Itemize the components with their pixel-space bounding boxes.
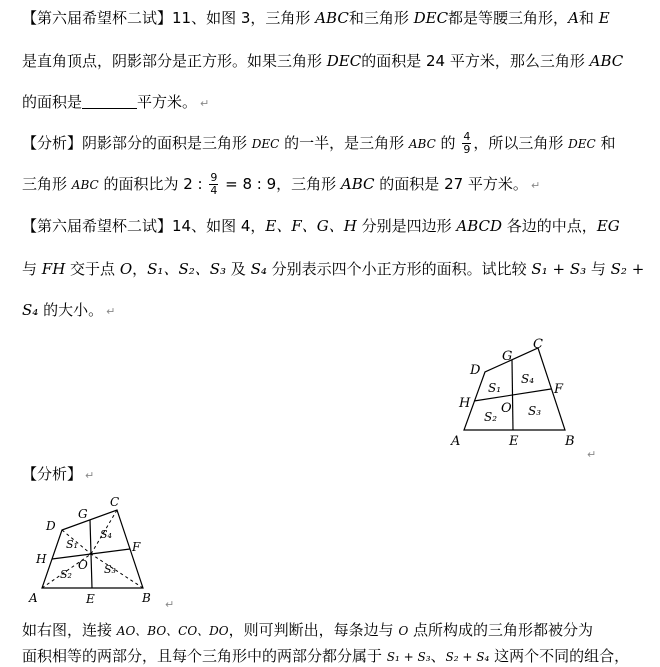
text: 的大小。 bbox=[38, 301, 104, 319]
label-D: D bbox=[470, 363, 481, 378]
math-segments: AO、BO、CO、DO bbox=[116, 624, 229, 638]
text: 是直角顶点，阴影部分是正方形。如果三角形 bbox=[22, 52, 327, 70]
text: 面积相等的两部分，且每个三角形中的两部分都分属于 bbox=[22, 647, 387, 665]
text: 如右图，连接 bbox=[22, 621, 117, 639]
label-B: B bbox=[142, 591, 151, 605]
label-H: H bbox=[459, 396, 471, 411]
math-s2-plus-s4: S₂ + S₄ bbox=[445, 650, 490, 664]
label-E: E bbox=[509, 434, 519, 449]
text: 都是等腰三角形， bbox=[448, 9, 569, 27]
text: 点所构成的三角形都被分为 bbox=[408, 621, 594, 639]
fraction-denominator: 9 bbox=[463, 143, 471, 156]
math-dec: DEC bbox=[251, 137, 280, 151]
segment-bo bbox=[91, 554, 143, 588]
text: 14、如图 4， bbox=[172, 217, 266, 235]
math-points: E、F、G、H bbox=[265, 217, 357, 235]
label-S3: S₃ bbox=[104, 563, 116, 576]
math-dec: DEC bbox=[326, 52, 362, 70]
label-A: A bbox=[29, 591, 38, 605]
problem1-line2 bbox=[22, 51, 623, 71]
text: 及 bbox=[226, 260, 251, 278]
label-S2: S₂ bbox=[484, 410, 498, 424]
figure-4-quadrilateral bbox=[448, 334, 598, 459]
math-eg: EG bbox=[596, 217, 620, 235]
math-dec: DEC bbox=[568, 137, 596, 151]
math-abc: ABC bbox=[340, 175, 375, 193]
problem2-line1 bbox=[22, 216, 620, 236]
math-s1-plus-s3: S₁ + S₃ bbox=[531, 260, 587, 278]
figure-analysis-quadrilateral bbox=[28, 494, 158, 606]
text: 的一半，是三角形 bbox=[279, 134, 409, 152]
return-mark: ↵ bbox=[85, 469, 95, 482]
text: ， bbox=[132, 260, 148, 278]
text: 与 bbox=[22, 260, 42, 278]
analysis2-heading bbox=[22, 464, 94, 486]
label-O: O bbox=[78, 558, 88, 572]
math-s1-plus-s3: S₁ + S₃ bbox=[386, 650, 431, 664]
label-S1: S₁ bbox=[488, 381, 502, 395]
label-S3: S₃ bbox=[528, 404, 542, 418]
text: 三角形 bbox=[22, 175, 72, 193]
text: 的面积是 24 平方米，那么三角形 bbox=[361, 52, 590, 70]
math-a: A bbox=[568, 9, 579, 27]
return-mark: ↵ bbox=[165, 598, 175, 611]
math-abc: ABC bbox=[408, 137, 436, 151]
math-fh: FH bbox=[41, 260, 66, 278]
text: 、 bbox=[430, 647, 446, 665]
label-G: G bbox=[78, 507, 88, 521]
return-mark: ↵ bbox=[106, 305, 116, 318]
text: 的面积是 bbox=[22, 93, 83, 111]
text: 11、如图 3，三角形 bbox=[172, 9, 316, 27]
text: 【分析】阴影部分的面积是三角形 bbox=[22, 134, 252, 152]
text: 交于点 bbox=[65, 260, 120, 278]
label-O: O bbox=[501, 401, 512, 416]
label-F: F bbox=[132, 540, 141, 554]
text: 这两个不同的组合， bbox=[489, 647, 630, 665]
text: 和三角形 bbox=[348, 9, 414, 27]
text: 分别是四边形 bbox=[356, 217, 457, 235]
problem-source-tag: 【第六届希望杯二试】 bbox=[22, 9, 173, 27]
analysis2-line2 bbox=[22, 646, 629, 667]
math-s2-plus: S₂ + bbox=[610, 260, 645, 278]
text: 的面积比为 2 : bbox=[98, 175, 208, 193]
math-s4: S₄ bbox=[22, 301, 39, 319]
math-abcd: ABCD bbox=[456, 217, 503, 235]
label-C: C bbox=[110, 495, 120, 509]
analysis1-line2 bbox=[22, 172, 540, 197]
return-mark: ↵ bbox=[587, 448, 597, 461]
analysis-heading: 【分析】 bbox=[22, 465, 83, 483]
label-B: B bbox=[565, 434, 575, 449]
label-S4: S₄ bbox=[100, 528, 112, 541]
label-F: F bbox=[554, 382, 564, 397]
math-abc: ABC bbox=[71, 178, 99, 192]
problem-source-tag: 【第六届希望杯二试】 bbox=[22, 217, 173, 235]
math-o: O bbox=[119, 260, 133, 278]
math-s123: S₁、S₂、S₃ bbox=[147, 260, 227, 278]
problem2-line3 bbox=[22, 300, 115, 322]
fraction-9-4 bbox=[209, 172, 218, 197]
label-S1: S₁ bbox=[66, 538, 78, 551]
text: 和 bbox=[578, 9, 599, 27]
math-o: O bbox=[398, 624, 409, 638]
text: 平方米。 bbox=[137, 93, 198, 111]
label-C: C bbox=[533, 337, 543, 352]
analysis1-line1 bbox=[22, 131, 615, 156]
math-s4: S₄ bbox=[250, 260, 267, 278]
label-S2: S₂ bbox=[60, 568, 72, 581]
fraction-numerator: 9 bbox=[210, 171, 218, 184]
text: ，则可判断出，每条边与 bbox=[228, 621, 399, 639]
math-abc: ABC bbox=[589, 52, 624, 70]
text: = 8 : 9，三角形 bbox=[220, 175, 341, 193]
text: 与 bbox=[586, 260, 611, 278]
math-dec: DEC bbox=[413, 9, 449, 27]
problem2-line2 bbox=[22, 259, 644, 279]
problem1-line3 bbox=[22, 92, 209, 114]
answer-blank bbox=[82, 94, 137, 109]
label-H: H bbox=[36, 552, 47, 566]
return-mark: ↵ bbox=[200, 97, 210, 110]
label-A: A bbox=[451, 434, 461, 449]
text: 分别表示四个小正方形的面积。试比较 bbox=[266, 260, 532, 278]
text: 的 bbox=[435, 134, 461, 152]
fraction-denominator: 4 bbox=[210, 184, 218, 197]
label-S4: S₄ bbox=[521, 372, 535, 386]
math-abc: ABC bbox=[315, 9, 349, 27]
label-G: G bbox=[502, 349, 513, 364]
text: 各边的中点， bbox=[502, 217, 597, 235]
math-e: E bbox=[598, 9, 610, 27]
text: 和 bbox=[595, 134, 616, 152]
label-D: D bbox=[46, 519, 56, 533]
text: ，所以三角形 bbox=[473, 134, 569, 152]
return-mark: ↵ bbox=[530, 179, 541, 192]
problem1-line1 bbox=[22, 8, 610, 28]
label-E: E bbox=[86, 592, 95, 606]
text: 的面积是 27 平方米。 bbox=[374, 175, 528, 193]
fraction-numerator: 4 bbox=[463, 130, 471, 143]
analysis2-line1 bbox=[22, 620, 593, 641]
fraction-4-9 bbox=[462, 131, 471, 156]
